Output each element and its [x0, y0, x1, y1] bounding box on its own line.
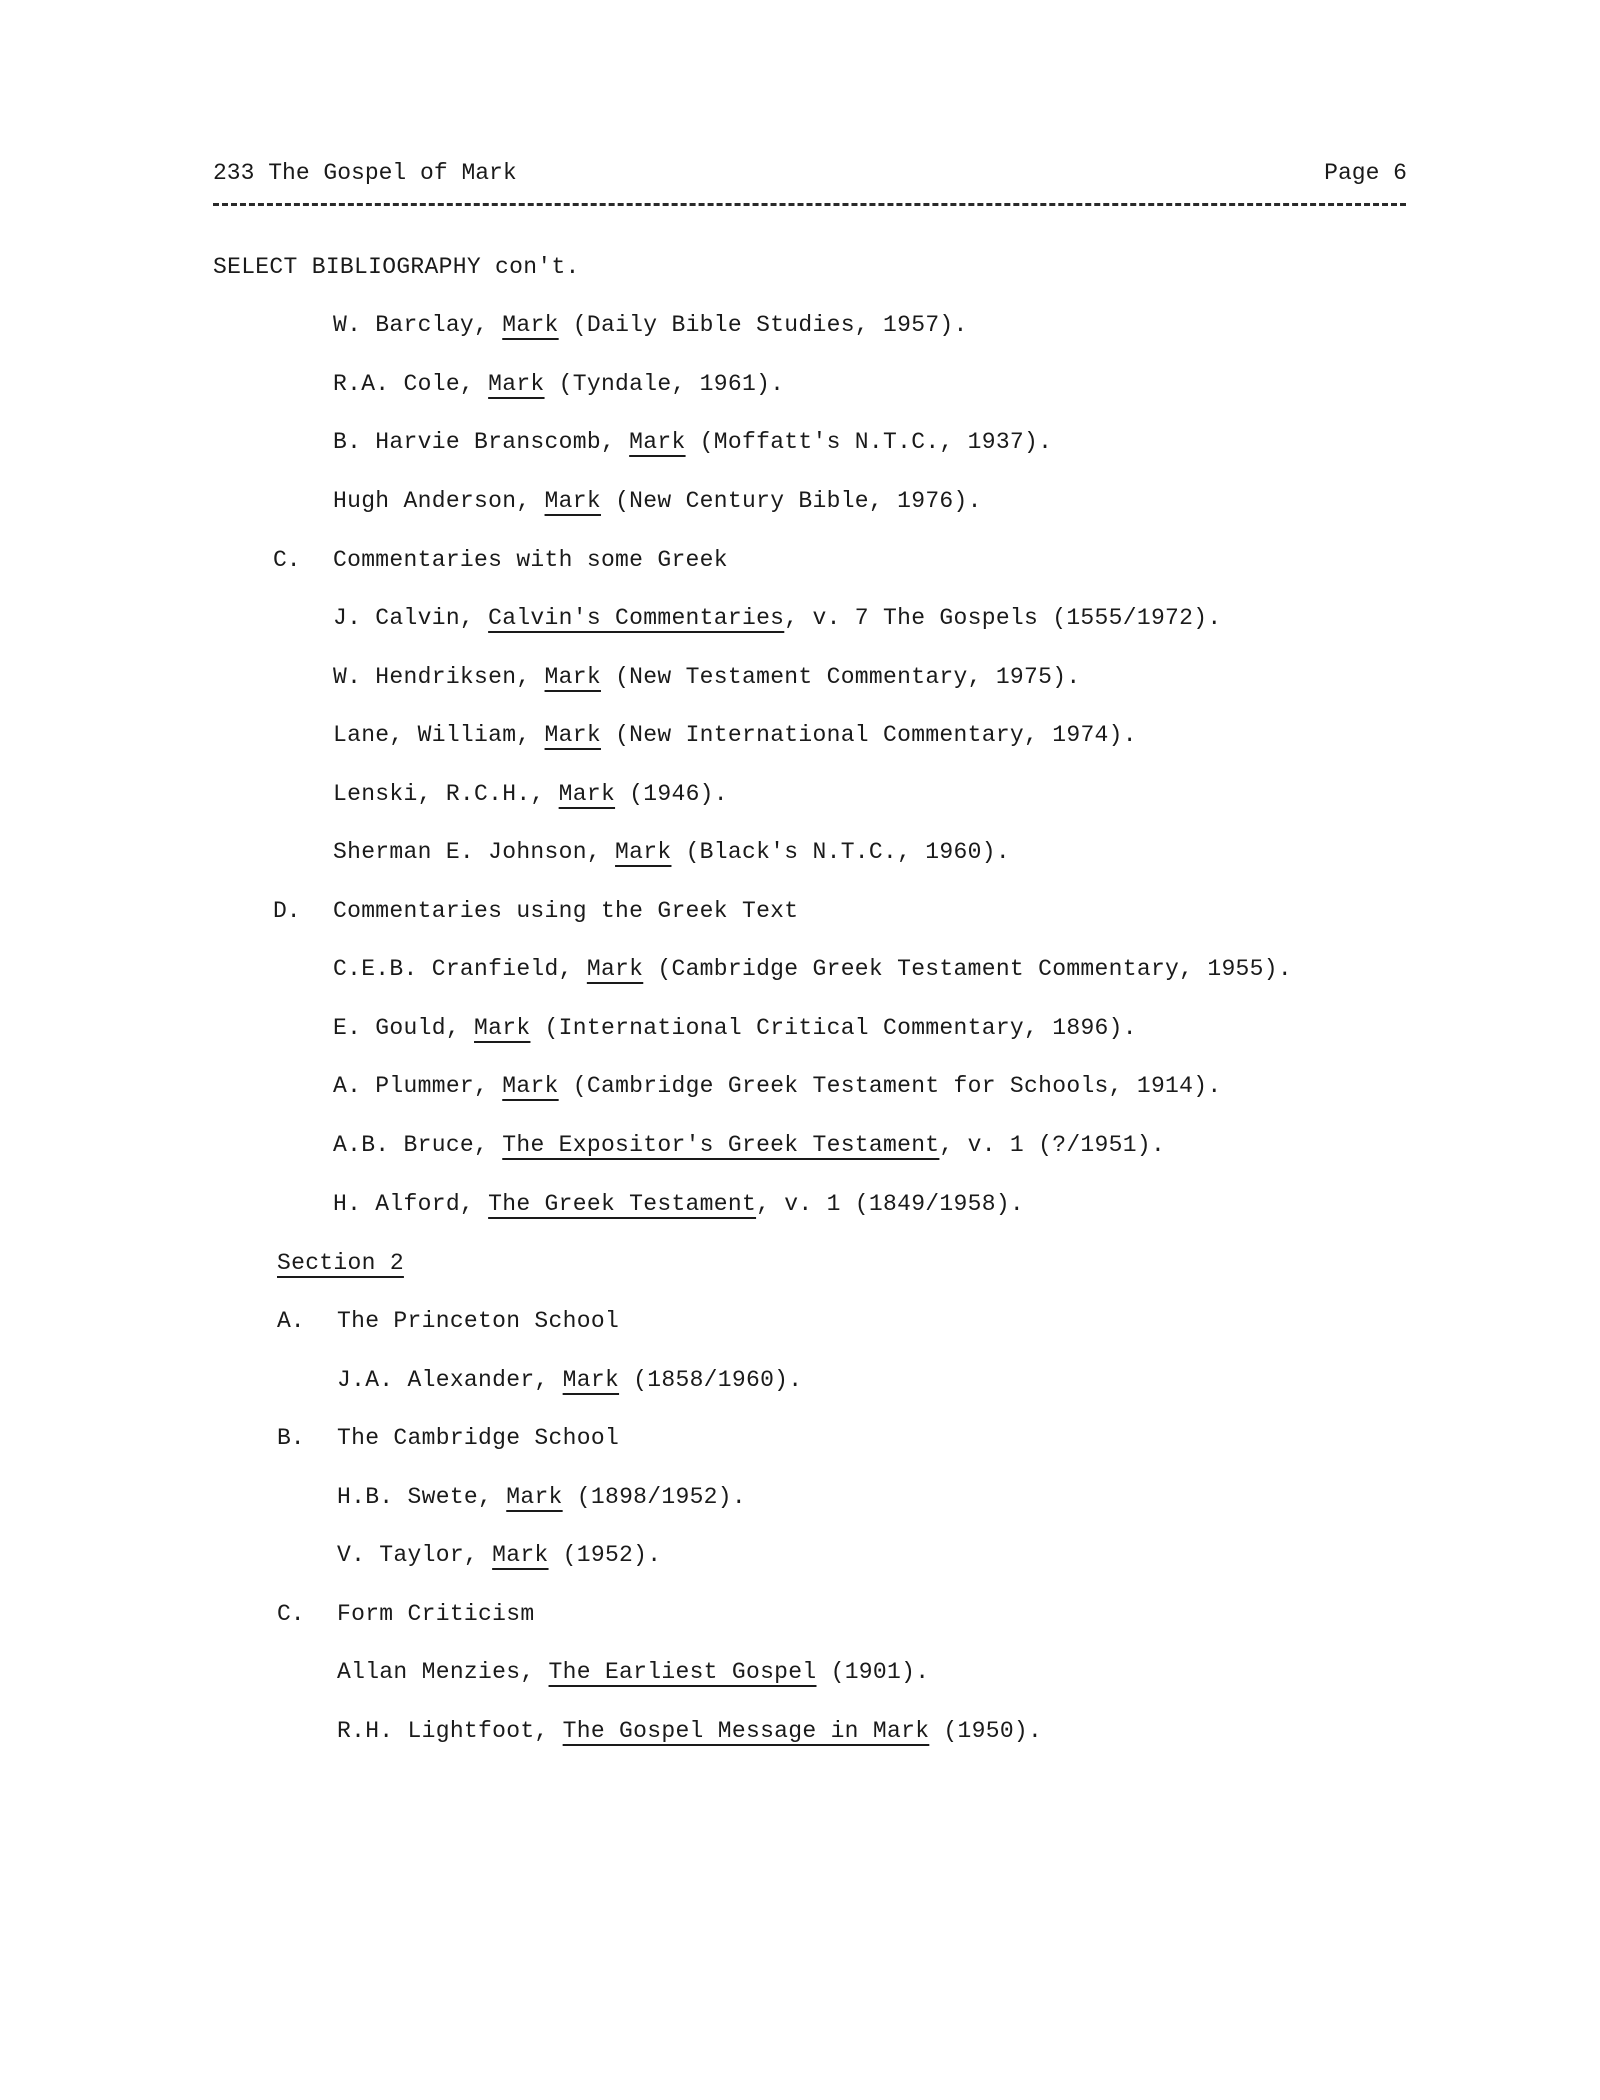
group-heading-d: Commentaries using the Greek Text	[333, 898, 799, 924]
entry-details: (1858/1960).	[619, 1367, 803, 1393]
entry-author: Allan Menzies,	[337, 1659, 549, 1685]
entry-title: Mark	[506, 1484, 563, 1510]
group-label-c: C.	[273, 547, 301, 573]
entry-details: (1946).	[615, 781, 728, 807]
bib-entry	[337, 1484, 746, 1510]
entry-details: (Black's N.T.C., 1960).	[671, 839, 1010, 865]
entry-author: A.B. Bruce,	[333, 1132, 503, 1158]
entry-title: Mark	[502, 312, 559, 338]
document-header-title: 233 The Gospel of Mark	[213, 160, 517, 186]
entry-author: J.A. Alexander,	[337, 1367, 563, 1393]
group-heading-c: Commentaries with some Greek	[333, 547, 728, 573]
bib-entry	[337, 1542, 661, 1568]
entry-details: , v. 1 (1849/1958).	[756, 1191, 1025, 1217]
entry-author: V. Taylor,	[337, 1542, 493, 1568]
entry-details: (Daily Bible Studies, 1957).	[558, 312, 968, 338]
bib-entry	[333, 1191, 1024, 1217]
entry-author: R.H. Lightfoot,	[337, 1718, 563, 1744]
entry-author: H.B. Swete,	[337, 1484, 507, 1510]
group-label-c2: C.	[277, 1601, 305, 1627]
group-heading-b: The Cambridge School	[337, 1425, 620, 1451]
entry-details: (New Century Bible, 1976).	[600, 488, 982, 514]
entry-details: (Moffatt's N.T.C., 1937).	[685, 429, 1053, 455]
entry-author: Hugh Anderson,	[333, 488, 545, 514]
entry-title: Mark	[615, 839, 672, 865]
entry-author: H. Alford,	[333, 1191, 489, 1217]
entry-details: (Tyndale, 1961).	[544, 371, 785, 397]
entry-title: Mark	[488, 371, 545, 397]
entry-title: Mark	[562, 1367, 620, 1393]
bib-entry	[333, 664, 1080, 690]
entry-details: (1901).	[816, 1659, 930, 1685]
entry-title: The Expositor's Greek Testament	[502, 1132, 940, 1158]
entry-details: (Cambridge Greek Testament Commentary, 1955).	[643, 956, 1292, 982]
entry-title: The Greek Testament	[488, 1191, 757, 1217]
entry-details: (1898/1952).	[562, 1484, 746, 1510]
bib-entry	[333, 605, 1221, 631]
entry-details: (1952).	[548, 1542, 662, 1568]
bib-entry	[333, 1073, 1221, 1099]
bib-entry	[333, 839, 1010, 865]
bib-entry	[333, 781, 728, 807]
bib-entry	[333, 488, 982, 514]
section-2-heading: Section 2	[277, 1250, 404, 1276]
bib-entry	[337, 1718, 1042, 1744]
entry-title: Mark	[544, 722, 601, 748]
entry-title: Mark	[544, 664, 601, 690]
entry-title: Calvin's Commentaries	[488, 605, 785, 631]
entry-author: R.A. Cole,	[333, 371, 489, 397]
bib-entry	[333, 312, 968, 338]
entry-details: , v. 7 The Gospels (1555/1972).	[784, 605, 1222, 631]
group-label-d: D.	[273, 898, 301, 924]
entry-title: Mark	[544, 488, 601, 514]
entry-title: The Earliest Gospel	[548, 1659, 817, 1685]
entry-details: (New Testament Commentary, 1975).	[600, 664, 1081, 690]
entry-title: Mark	[492, 1542, 549, 1568]
bib-entry	[333, 371, 784, 397]
bib-entry	[333, 956, 1292, 982]
bib-entry	[333, 722, 1137, 748]
entry-author: E. Gould,	[333, 1015, 475, 1041]
group-label-a: A.	[277, 1308, 305, 1334]
entry-details: (New International Commentary, 1974).	[600, 722, 1137, 748]
entry-details: , v. 1 (?/1951).	[939, 1132, 1166, 1158]
entry-author: Sherman E. Johnson,	[333, 839, 616, 865]
entry-details: (1950).	[929, 1718, 1043, 1744]
bib-entry	[337, 1659, 929, 1685]
bibliography-heading: SELECT BIBLIOGRAPHY con't.	[213, 254, 580, 280]
entry-author: B. Harvie Branscomb,	[333, 429, 630, 455]
entry-author: Lane, William,	[333, 722, 545, 748]
entry-author: C.E.B. Cranfield,	[333, 956, 587, 982]
entry-title: Mark	[629, 429, 686, 455]
header-rule	[213, 203, 1406, 206]
entry-author: A. Plummer,	[333, 1073, 503, 1099]
bib-entry	[337, 1367, 802, 1393]
entry-author: Lenski, R.C.H.,	[333, 781, 559, 807]
bib-entry	[333, 1132, 1165, 1158]
bib-entry	[333, 1015, 1137, 1041]
entry-title: The Gospel Message in Mark	[562, 1718, 930, 1744]
group-label-b: B.	[277, 1425, 305, 1451]
entry-title: Mark	[586, 956, 644, 982]
entry-details: (International Critical Commentary, 1896).	[530, 1015, 1137, 1041]
group-heading-c2: Form Criticism	[337, 1601, 535, 1627]
entry-details: (Cambridge Greek Testament for Schools, 1914).	[558, 1073, 1222, 1099]
bib-entry	[333, 429, 1052, 455]
entry-title: Mark	[502, 1073, 559, 1099]
entry-title: Mark	[558, 781, 616, 807]
entry-title: Mark	[474, 1015, 531, 1041]
entry-author: J. Calvin,	[333, 605, 489, 631]
entry-author: W. Barclay,	[333, 312, 503, 338]
group-heading-a: The Princeton School	[337, 1308, 620, 1334]
entry-author: W. Hendriksen,	[333, 664, 545, 690]
page-number: Page 6	[1324, 160, 1407, 186]
